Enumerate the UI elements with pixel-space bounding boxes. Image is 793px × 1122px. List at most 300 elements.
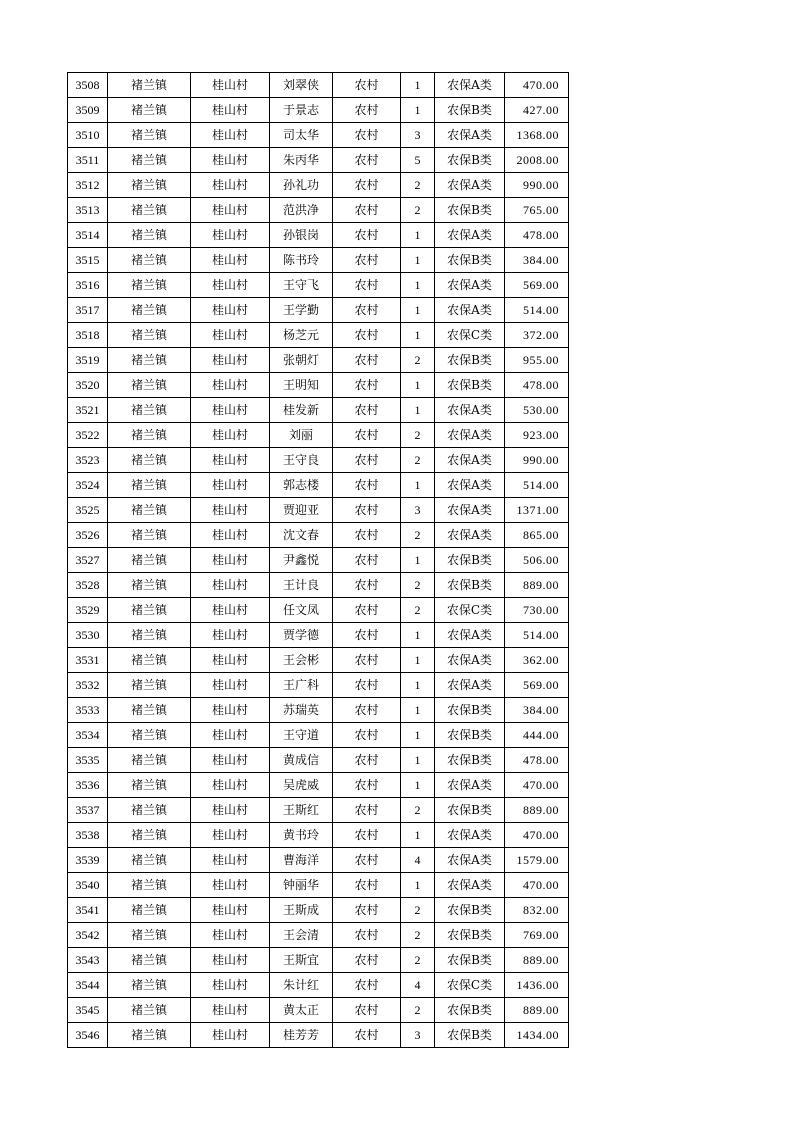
person-count-cell: 2 xyxy=(401,923,435,948)
table-row xyxy=(68,248,569,273)
table-row xyxy=(68,173,569,198)
village-cell: 桂山村 xyxy=(191,373,270,398)
village-cell: 桂山村 xyxy=(191,348,270,373)
name-cell: 任文凤 xyxy=(270,598,333,623)
person-count-cell: 2 xyxy=(401,423,435,448)
serial-number-cell: 3531 xyxy=(68,648,108,673)
village-cell: 桂山村 xyxy=(191,398,270,423)
town-cell: 褚兰镇 xyxy=(108,248,191,273)
household-type-cell: 农村 xyxy=(333,773,401,798)
village-cell: 桂山村 xyxy=(191,273,270,298)
table-body xyxy=(68,73,569,1048)
category-cell: 农保B类 xyxy=(435,148,505,173)
village-cell: 桂山村 xyxy=(191,548,270,573)
town-cell: 褚兰镇 xyxy=(108,523,191,548)
table-row xyxy=(68,673,569,698)
amount-cell: 470.00 xyxy=(505,823,569,848)
category-cell: 农保B类 xyxy=(435,923,505,948)
town-cell: 褚兰镇 xyxy=(108,873,191,898)
household-type-cell: 农村 xyxy=(333,998,401,1023)
table-row xyxy=(68,848,569,873)
name-cell: 王学勤 xyxy=(270,298,333,323)
town-cell: 褚兰镇 xyxy=(108,123,191,148)
data-table xyxy=(67,72,569,1048)
village-cell: 桂山村 xyxy=(191,73,270,98)
serial-number-cell: 3522 xyxy=(68,423,108,448)
person-count-cell: 1 xyxy=(401,73,435,98)
serial-number-cell: 3541 xyxy=(68,898,108,923)
category-cell: 农保B类 xyxy=(435,373,505,398)
serial-number-cell: 3528 xyxy=(68,573,108,598)
name-cell: 张朝灯 xyxy=(270,348,333,373)
category-cell: 农保A类 xyxy=(435,773,505,798)
category-cell: 农保A类 xyxy=(435,423,505,448)
serial-number-cell: 3545 xyxy=(68,998,108,1023)
household-type-cell: 农村 xyxy=(333,123,401,148)
category-cell: 农保B类 xyxy=(435,948,505,973)
village-cell: 桂山村 xyxy=(191,123,270,148)
person-count-cell: 5 xyxy=(401,148,435,173)
table-row xyxy=(68,723,569,748)
person-count-cell: 1 xyxy=(401,823,435,848)
amount-cell: 569.00 xyxy=(505,273,569,298)
town-cell: 褚兰镇 xyxy=(108,998,191,1023)
town-cell: 褚兰镇 xyxy=(108,698,191,723)
name-cell: 王守飞 xyxy=(270,273,333,298)
serial-number-cell: 3533 xyxy=(68,698,108,723)
category-cell: 农保A类 xyxy=(435,623,505,648)
town-cell: 褚兰镇 xyxy=(108,548,191,573)
household-type-cell: 农村 xyxy=(333,973,401,998)
table-row xyxy=(68,748,569,773)
person-count-cell: 1 xyxy=(401,873,435,898)
name-cell: 王斯成 xyxy=(270,898,333,923)
name-cell: 黄太正 xyxy=(270,998,333,1023)
name-cell: 范洪净 xyxy=(270,198,333,223)
table-row xyxy=(68,448,569,473)
household-type-cell: 农村 xyxy=(333,648,401,673)
town-cell: 褚兰镇 xyxy=(108,98,191,123)
amount-cell: 730.00 xyxy=(505,598,569,623)
amount-cell: 478.00 xyxy=(505,373,569,398)
household-type-cell: 农村 xyxy=(333,798,401,823)
household-type-cell: 农村 xyxy=(333,1023,401,1048)
category-cell: 农保B类 xyxy=(435,573,505,598)
amount-cell: 1368.00 xyxy=(505,123,569,148)
serial-number-cell: 3534 xyxy=(68,723,108,748)
village-cell: 桂山村 xyxy=(191,448,270,473)
person-count-cell: 2 xyxy=(401,798,435,823)
table-row xyxy=(68,98,569,123)
serial-number-cell: 3529 xyxy=(68,598,108,623)
name-cell: 吴虎威 xyxy=(270,773,333,798)
category-cell: 农保B类 xyxy=(435,348,505,373)
category-cell: 农保A类 xyxy=(435,398,505,423)
category-cell: 农保C类 xyxy=(435,323,505,348)
amount-cell: 990.00 xyxy=(505,448,569,473)
name-cell: 王明知 xyxy=(270,373,333,398)
amount-cell: 1579.00 xyxy=(505,848,569,873)
serial-number-cell: 3523 xyxy=(68,448,108,473)
amount-cell: 470.00 xyxy=(505,873,569,898)
category-cell: 农保B类 xyxy=(435,1023,505,1048)
serial-number-cell: 3527 xyxy=(68,548,108,573)
village-cell: 桂山村 xyxy=(191,798,270,823)
town-cell: 褚兰镇 xyxy=(108,73,191,98)
serial-number-cell: 3539 xyxy=(68,848,108,873)
amount-cell: 1436.00 xyxy=(505,973,569,998)
table-row xyxy=(68,948,569,973)
table-row xyxy=(68,1023,569,1048)
serial-number-cell: 3536 xyxy=(68,773,108,798)
amount-cell: 765.00 xyxy=(505,198,569,223)
village-cell: 桂山村 xyxy=(191,148,270,173)
category-cell: 农保A类 xyxy=(435,223,505,248)
town-cell: 褚兰镇 xyxy=(108,748,191,773)
town-cell: 褚兰镇 xyxy=(108,623,191,648)
person-count-cell: 2 xyxy=(401,598,435,623)
village-cell: 桂山村 xyxy=(191,498,270,523)
person-count-cell: 1 xyxy=(401,673,435,698)
table-row xyxy=(68,773,569,798)
household-type-cell: 农村 xyxy=(333,273,401,298)
name-cell: 王斯宜 xyxy=(270,948,333,973)
household-type-cell: 农村 xyxy=(333,698,401,723)
town-cell: 褚兰镇 xyxy=(108,448,191,473)
table-row xyxy=(68,698,569,723)
household-type-cell: 农村 xyxy=(333,623,401,648)
serial-number-cell: 3542 xyxy=(68,923,108,948)
category-cell: 农保A类 xyxy=(435,73,505,98)
name-cell: 郭志楼 xyxy=(270,473,333,498)
category-cell: 农保C类 xyxy=(435,598,505,623)
name-cell: 曹海洋 xyxy=(270,848,333,873)
town-cell: 褚兰镇 xyxy=(108,348,191,373)
serial-number-cell: 3510 xyxy=(68,123,108,148)
person-count-cell: 1 xyxy=(401,98,435,123)
category-cell: 农保A类 xyxy=(435,848,505,873)
table-row xyxy=(68,398,569,423)
category-cell: 农保A类 xyxy=(435,523,505,548)
amount-cell: 478.00 xyxy=(505,223,569,248)
village-cell: 桂山村 xyxy=(191,98,270,123)
name-cell: 王守良 xyxy=(270,448,333,473)
serial-number-cell: 3546 xyxy=(68,1023,108,1048)
serial-number-cell: 3537 xyxy=(68,798,108,823)
person-count-cell: 1 xyxy=(401,648,435,673)
name-cell: 陈书玲 xyxy=(270,248,333,273)
household-type-cell: 农村 xyxy=(333,73,401,98)
village-cell: 桂山村 xyxy=(191,1023,270,1048)
town-cell: 褚兰镇 xyxy=(108,898,191,923)
person-count-cell: 2 xyxy=(401,198,435,223)
table-row xyxy=(68,648,569,673)
name-cell: 尹鑫悦 xyxy=(270,548,333,573)
serial-number-cell: 3518 xyxy=(68,323,108,348)
table-row xyxy=(68,823,569,848)
name-cell: 黄书玲 xyxy=(270,823,333,848)
name-cell: 王斯红 xyxy=(270,798,333,823)
category-cell: 农保B类 xyxy=(435,548,505,573)
serial-number-cell: 3512 xyxy=(68,173,108,198)
person-count-cell: 1 xyxy=(401,623,435,648)
person-count-cell: 4 xyxy=(401,848,435,873)
serial-number-cell: 3532 xyxy=(68,673,108,698)
town-cell: 褚兰镇 xyxy=(108,423,191,448)
person-count-cell: 2 xyxy=(401,173,435,198)
table-row xyxy=(68,548,569,573)
amount-cell: 470.00 xyxy=(505,73,569,98)
amount-cell: 990.00 xyxy=(505,173,569,198)
serial-number-cell: 3515 xyxy=(68,248,108,273)
name-cell: 朱丙华 xyxy=(270,148,333,173)
table-row xyxy=(68,973,569,998)
name-cell: 司太华 xyxy=(270,123,333,148)
table-row xyxy=(68,198,569,223)
household-type-cell: 农村 xyxy=(333,598,401,623)
name-cell: 孙银岗 xyxy=(270,223,333,248)
household-type-cell: 农村 xyxy=(333,548,401,573)
village-cell: 桂山村 xyxy=(191,848,270,873)
village-cell: 桂山村 xyxy=(191,998,270,1023)
village-cell: 桂山村 xyxy=(191,473,270,498)
household-type-cell: 农村 xyxy=(333,923,401,948)
household-type-cell: 农村 xyxy=(333,448,401,473)
person-count-cell: 3 xyxy=(401,1023,435,1048)
amount-cell: 478.00 xyxy=(505,748,569,773)
serial-number-cell: 3519 xyxy=(68,348,108,373)
amount-cell: 889.00 xyxy=(505,573,569,598)
town-cell: 褚兰镇 xyxy=(108,373,191,398)
person-count-cell: 1 xyxy=(401,248,435,273)
person-count-cell: 1 xyxy=(401,773,435,798)
town-cell: 褚兰镇 xyxy=(108,273,191,298)
person-count-cell: 2 xyxy=(401,348,435,373)
table-row xyxy=(68,373,569,398)
name-cell: 沈文春 xyxy=(270,523,333,548)
person-count-cell: 2 xyxy=(401,948,435,973)
household-type-cell: 农村 xyxy=(333,848,401,873)
household-type-cell: 农村 xyxy=(333,323,401,348)
name-cell: 杨芝元 xyxy=(270,323,333,348)
amount-cell: 514.00 xyxy=(505,473,569,498)
name-cell: 王会清 xyxy=(270,923,333,948)
person-count-cell: 3 xyxy=(401,498,435,523)
household-type-cell: 农村 xyxy=(333,723,401,748)
name-cell: 贾迎亚 xyxy=(270,498,333,523)
serial-number-cell: 3521 xyxy=(68,398,108,423)
person-count-cell: 1 xyxy=(401,473,435,498)
town-cell: 褚兰镇 xyxy=(108,923,191,948)
household-type-cell: 农村 xyxy=(333,523,401,548)
household-type-cell: 农村 xyxy=(333,248,401,273)
category-cell: 农保A类 xyxy=(435,648,505,673)
amount-cell: 530.00 xyxy=(505,398,569,423)
town-cell: 褚兰镇 xyxy=(108,798,191,823)
name-cell: 王计良 xyxy=(270,573,333,598)
amount-cell: 889.00 xyxy=(505,998,569,1023)
person-count-cell: 3 xyxy=(401,123,435,148)
category-cell: 农保B类 xyxy=(435,698,505,723)
household-type-cell: 农村 xyxy=(333,673,401,698)
category-cell: 农保A类 xyxy=(435,498,505,523)
town-cell: 褚兰镇 xyxy=(108,973,191,998)
table-row xyxy=(68,873,569,898)
amount-cell: 889.00 xyxy=(505,948,569,973)
category-cell: 农保A类 xyxy=(435,673,505,698)
household-type-cell: 农村 xyxy=(333,748,401,773)
serial-number-cell: 3511 xyxy=(68,148,108,173)
serial-number-cell: 3525 xyxy=(68,498,108,523)
amount-cell: 889.00 xyxy=(505,798,569,823)
town-cell: 褚兰镇 xyxy=(108,173,191,198)
name-cell: 朱计红 xyxy=(270,973,333,998)
town-cell: 褚兰镇 xyxy=(108,398,191,423)
name-cell: 刘翠侠 xyxy=(270,73,333,98)
name-cell: 贾学德 xyxy=(270,623,333,648)
village-cell: 桂山村 xyxy=(191,223,270,248)
household-type-cell: 农村 xyxy=(333,98,401,123)
table-row xyxy=(68,498,569,523)
name-cell: 王会彬 xyxy=(270,648,333,673)
serial-number-cell: 3535 xyxy=(68,748,108,773)
category-cell: 农保A类 xyxy=(435,298,505,323)
amount-cell: 832.00 xyxy=(505,898,569,923)
person-count-cell: 2 xyxy=(401,448,435,473)
village-cell: 桂山村 xyxy=(191,248,270,273)
serial-number-cell: 3538 xyxy=(68,823,108,848)
amount-cell: 1371.00 xyxy=(505,498,569,523)
table-row xyxy=(68,223,569,248)
category-cell: 农保B类 xyxy=(435,998,505,1023)
name-cell: 桂芳芳 xyxy=(270,1023,333,1048)
town-cell: 褚兰镇 xyxy=(108,223,191,248)
category-cell: 农保A类 xyxy=(435,823,505,848)
table-row xyxy=(68,423,569,448)
name-cell: 刘丽 xyxy=(270,423,333,448)
town-cell: 褚兰镇 xyxy=(108,323,191,348)
serial-number-cell: 3517 xyxy=(68,298,108,323)
household-type-cell: 农村 xyxy=(333,223,401,248)
category-cell: 农保A类 xyxy=(435,448,505,473)
village-cell: 桂山村 xyxy=(191,873,270,898)
name-cell: 孙礼功 xyxy=(270,173,333,198)
table-row xyxy=(68,573,569,598)
serial-number-cell: 3520 xyxy=(68,373,108,398)
category-cell: 农保C类 xyxy=(435,973,505,998)
household-type-cell: 农村 xyxy=(333,198,401,223)
amount-cell: 1434.00 xyxy=(505,1023,569,1048)
household-type-cell: 农村 xyxy=(333,873,401,898)
town-cell: 褚兰镇 xyxy=(108,823,191,848)
household-type-cell: 农村 xyxy=(333,498,401,523)
household-type-cell: 农村 xyxy=(333,298,401,323)
table-row xyxy=(68,798,569,823)
amount-cell: 427.00 xyxy=(505,98,569,123)
village-cell: 桂山村 xyxy=(191,773,270,798)
town-cell: 褚兰镇 xyxy=(108,198,191,223)
table-row xyxy=(68,348,569,373)
village-cell: 桂山村 xyxy=(191,648,270,673)
serial-number-cell: 3530 xyxy=(68,623,108,648)
town-cell: 褚兰镇 xyxy=(108,848,191,873)
village-cell: 桂山村 xyxy=(191,698,270,723)
serial-number-cell: 3524 xyxy=(68,473,108,498)
town-cell: 褚兰镇 xyxy=(108,1023,191,1048)
name-cell: 苏瑞英 xyxy=(270,698,333,723)
person-count-cell: 1 xyxy=(401,398,435,423)
household-type-cell: 农村 xyxy=(333,398,401,423)
name-cell: 桂发新 xyxy=(270,398,333,423)
village-cell: 桂山村 xyxy=(191,948,270,973)
village-cell: 桂山村 xyxy=(191,923,270,948)
amount-cell: 569.00 xyxy=(505,673,569,698)
person-count-cell: 1 xyxy=(401,323,435,348)
person-count-cell: 1 xyxy=(401,373,435,398)
serial-number-cell: 3509 xyxy=(68,98,108,123)
town-cell: 褚兰镇 xyxy=(108,773,191,798)
table-row xyxy=(68,923,569,948)
person-count-cell: 1 xyxy=(401,548,435,573)
table-row xyxy=(68,298,569,323)
table-row xyxy=(68,273,569,298)
serial-number-cell: 3540 xyxy=(68,873,108,898)
town-cell: 褚兰镇 xyxy=(108,598,191,623)
household-type-cell: 农村 xyxy=(333,348,401,373)
serial-number-cell: 3543 xyxy=(68,948,108,973)
category-cell: 农保B类 xyxy=(435,898,505,923)
household-type-cell: 农村 xyxy=(333,373,401,398)
category-cell: 农保B类 xyxy=(435,248,505,273)
category-cell: 农保A类 xyxy=(435,473,505,498)
person-count-cell: 1 xyxy=(401,698,435,723)
town-cell: 褚兰镇 xyxy=(108,948,191,973)
amount-cell: 506.00 xyxy=(505,548,569,573)
amount-cell: 372.00 xyxy=(505,323,569,348)
amount-cell: 384.00 xyxy=(505,698,569,723)
village-cell: 桂山村 xyxy=(191,823,270,848)
amount-cell: 955.00 xyxy=(505,348,569,373)
table-row xyxy=(68,523,569,548)
category-cell: 农保B类 xyxy=(435,98,505,123)
person-count-cell: 4 xyxy=(401,973,435,998)
table-row xyxy=(68,898,569,923)
serial-number-cell: 3516 xyxy=(68,273,108,298)
table-row xyxy=(68,73,569,98)
village-cell: 桂山村 xyxy=(191,973,270,998)
village-cell: 桂山村 xyxy=(191,423,270,448)
name-cell: 黄成信 xyxy=(270,748,333,773)
table-row xyxy=(68,998,569,1023)
village-cell: 桂山村 xyxy=(191,298,270,323)
serial-number-cell: 3526 xyxy=(68,523,108,548)
household-type-cell: 农村 xyxy=(333,173,401,198)
amount-cell: 769.00 xyxy=(505,923,569,948)
name-cell: 王广科 xyxy=(270,673,333,698)
town-cell: 褚兰镇 xyxy=(108,498,191,523)
village-cell: 桂山村 xyxy=(191,723,270,748)
category-cell: 农保A类 xyxy=(435,873,505,898)
person-count-cell: 2 xyxy=(401,573,435,598)
person-count-cell: 2 xyxy=(401,523,435,548)
village-cell: 桂山村 xyxy=(191,598,270,623)
household-type-cell: 农村 xyxy=(333,473,401,498)
town-cell: 褚兰镇 xyxy=(108,573,191,598)
table-row xyxy=(68,148,569,173)
serial-number-cell: 3513 xyxy=(68,198,108,223)
village-cell: 桂山村 xyxy=(191,573,270,598)
person-count-cell: 1 xyxy=(401,223,435,248)
